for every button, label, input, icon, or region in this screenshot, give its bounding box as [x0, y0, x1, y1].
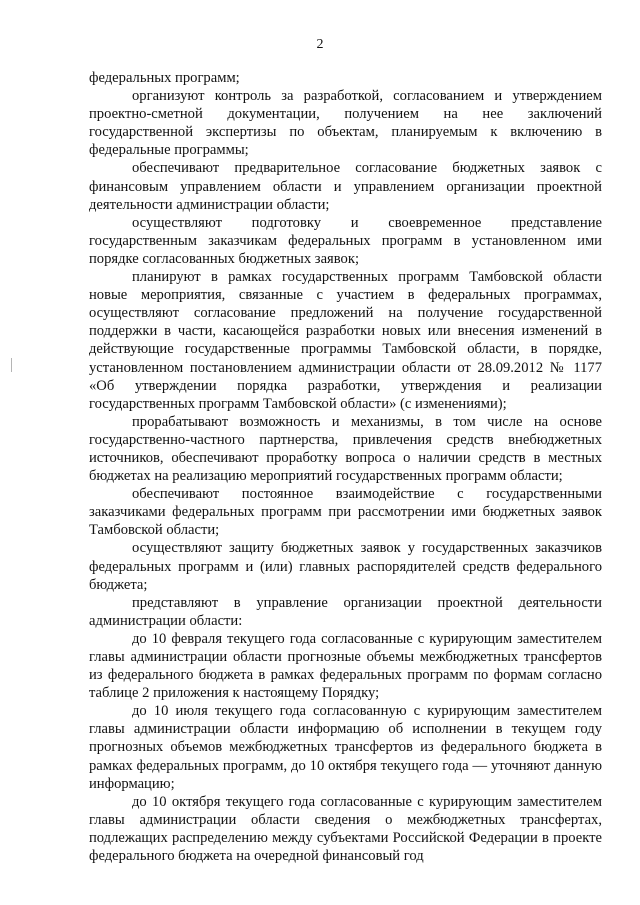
- paragraph: обеспечивают постоянное взаимодействие с государственными заказчиками федеральных программ при рассмотрении ими бюджетных заявок Тамбовской области;: [89, 486, 602, 539]
- page-number: 2: [316, 37, 324, 52]
- paragraph: осуществляют подготовку и своевременное представление государственным заказчикам федеральных программ в установленном ими порядке согласованных бюджетных заявок;: [89, 214, 602, 267]
- paragraph: прорабатывают возможность и механизмы, в том числе на основе государственно-частного партнерства, привлечения средств внебюджетных источников, обеспечивают проработку вопроса о наличии средств в местных бюджетах на реализацию мероприятий государственных программ области;: [89, 413, 602, 485]
- paragraph: организуют контроль за разработкой, согласованием и утверждением проектно-сметной документации, получением на нее заключений государственной экспертизы по объектам, планируемым к включению в федеральные программы;: [89, 88, 602, 159]
- paragraph: представляют в управление организации проектной деятельности администрации области:: [89, 594, 602, 629]
- paragraph: осуществляют защиту бюджетных заявок у государственных заказчиков федеральных программ и (или) главных распорядителей средств федерального бюджета;: [89, 540, 602, 593]
- paragraph: планируют в рамках государственных программ Тамбовской области новые мероприятия, связанные с участием в федеральных программах, осуществляют согласование предложений на получение государственной поддержки в части, касающейся разработки новых или внесения изменений в действующие государственные программы Тамбовской области, в порядке, установленном постановлением администрации области от 28.09.2012 № 1177 «Об утверждении порядка разработки, утверждения и реализации государственных программ Тамбовской области» (с изменениями);: [89, 269, 602, 412]
- paragraph: обеспечивают предварительное согласование бюджетных заявок с финансовым управлением области и управлением организации проектной деятельности администрации области;: [89, 160, 602, 213]
- document-body: [89, 69, 602, 865]
- paragraph: федеральных программ;: [89, 70, 240, 86]
- paragraph: до 10 октября текущего года согласованные с курирующим заместителем главы администрации области сведения о межбюджетных трансфертах, подлежащих распределению между субъектами Российской Федерации в проекте федерального бюджета на очередной финансовый год: [89, 793, 602, 865]
- scan-margin-mark: [11, 358, 12, 372]
- paragraph: до 10 февраля текущего года согласованные с курирующим заместителем главы администрации области прогнозные объемы межбюджетных трансфертов из федерального бюджета в рамках федеральных программ по формам согласно таблице 2 приложения к настоящему Порядку;: [89, 630, 602, 702]
- paragraph: до 10 июля текущего года согласованную с курирующим заместителем главы администрации области информацию об исполнении в текущем году прогнозных объемов межбюджетных трансфертов из федерального бюджета в рамках федеральных программ, до 10 октября текущего года — уточняют данную информацию;: [89, 703, 602, 792]
